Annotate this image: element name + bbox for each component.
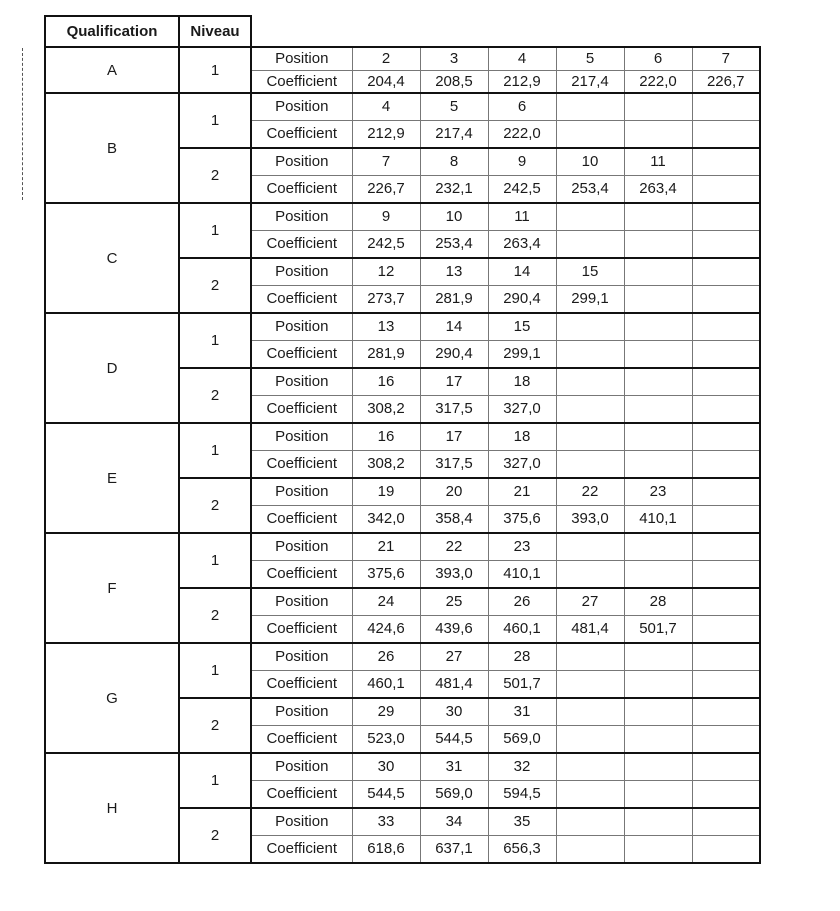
coefficient-value <box>692 615 760 643</box>
position-value <box>692 368 760 395</box>
coefficient-value: 281,9 <box>352 340 420 368</box>
coefficient-value: 460,1 <box>352 670 420 698</box>
coefficient-label: Coefficient <box>251 450 352 478</box>
coefficient-value: 290,4 <box>420 340 488 368</box>
position-value: 8 <box>420 148 488 175</box>
position-value: 13 <box>352 313 420 340</box>
position-value <box>692 203 760 230</box>
coefficient-value <box>556 560 624 588</box>
position-value: 5 <box>420 93 488 120</box>
coefficient-value: 424,6 <box>352 615 420 643</box>
qualification-cell: D <box>45 313 179 423</box>
position-value: 21 <box>488 478 556 505</box>
position-value <box>692 588 760 615</box>
coefficient-label: Coefficient <box>251 780 352 808</box>
position-value: 28 <box>488 643 556 670</box>
coefficient-table <box>44 15 761 864</box>
position-value: 19 <box>352 478 420 505</box>
coefficient-value: 299,1 <box>556 285 624 313</box>
position-value: 32 <box>488 753 556 780</box>
coefficient-label: Coefficient <box>251 835 352 863</box>
coefficient-value: 358,4 <box>420 505 488 533</box>
position-label: Position <box>251 47 352 70</box>
coefficient-value <box>692 670 760 698</box>
position-value: 15 <box>488 313 556 340</box>
position-label: Position <box>251 808 352 835</box>
coefficient-value <box>556 230 624 258</box>
coefficient-value: 217,4 <box>556 70 624 93</box>
position-value: 10 <box>556 148 624 175</box>
position-value <box>692 698 760 725</box>
position-value <box>692 533 760 560</box>
coefficient-value <box>692 835 760 863</box>
coefficient-value: 327,0 <box>488 450 556 478</box>
coefficient-label: Coefficient <box>251 340 352 368</box>
position-value: 12 <box>352 258 420 285</box>
position-row <box>45 533 760 560</box>
coefficient-value: 290,4 <box>488 285 556 313</box>
coefficient-value: 410,1 <box>624 505 692 533</box>
niveau-cell: 1 <box>179 423 251 478</box>
position-value: 14 <box>420 313 488 340</box>
coefficient-value: 317,5 <box>420 450 488 478</box>
coefficient-value <box>692 285 760 313</box>
position-value <box>624 258 692 285</box>
position-value <box>624 423 692 450</box>
position-value: 20 <box>420 478 488 505</box>
coefficient-label: Coefficient <box>251 395 352 423</box>
coefficient-value: 656,3 <box>488 835 556 863</box>
coefficient-label: Coefficient <box>251 725 352 753</box>
qualification-cell: F <box>45 533 179 643</box>
position-value: 28 <box>624 588 692 615</box>
coefficient-value: 242,5 <box>352 230 420 258</box>
position-value <box>624 533 692 560</box>
coefficient-value <box>556 450 624 478</box>
qualification-cell: G <box>45 643 179 753</box>
coefficient-value: 212,9 <box>488 70 556 93</box>
coefficient-value <box>556 120 624 148</box>
position-value: 25 <box>420 588 488 615</box>
coefficient-label: Coefficient <box>251 615 352 643</box>
position-value <box>692 148 760 175</box>
niveau-header: Niveau <box>179 16 251 47</box>
position-value: 7 <box>692 47 760 70</box>
coefficient-value <box>624 395 692 423</box>
position-value: 9 <box>352 203 420 230</box>
coefficient-value: 327,0 <box>488 395 556 423</box>
qualification-cell: B <box>45 93 179 203</box>
coefficient-value: 618,6 <box>352 835 420 863</box>
position-value: 27 <box>420 643 488 670</box>
coefficient-value: 222,0 <box>624 70 692 93</box>
coefficient-value <box>624 230 692 258</box>
coefficient-label: Coefficient <box>251 670 352 698</box>
position-value: 31 <box>488 698 556 725</box>
coefficient-label: Coefficient <box>251 120 352 148</box>
position-value <box>556 533 624 560</box>
niveau-cell: 1 <box>179 643 251 698</box>
position-value: 5 <box>556 47 624 70</box>
position-value: 26 <box>352 643 420 670</box>
position-value <box>624 643 692 670</box>
coefficient-value: 460,1 <box>488 615 556 643</box>
coefficient-value: 222,0 <box>488 120 556 148</box>
niveau-cell: 2 <box>179 258 251 313</box>
position-value: 22 <box>420 533 488 560</box>
position-value: 31 <box>420 753 488 780</box>
coefficient-value <box>556 670 624 698</box>
qualification-cell: E <box>45 423 179 533</box>
niveau-cell: 1 <box>179 313 251 368</box>
position-value <box>692 753 760 780</box>
position-value <box>692 313 760 340</box>
position-value <box>556 313 624 340</box>
coefficient-value <box>624 560 692 588</box>
coefficient-value: 439,6 <box>420 615 488 643</box>
position-value: 4 <box>352 93 420 120</box>
position-value <box>624 93 692 120</box>
coefficient-value <box>624 835 692 863</box>
position-value <box>556 643 624 670</box>
position-value: 18 <box>488 368 556 395</box>
position-value: 23 <box>624 478 692 505</box>
position-value: 14 <box>488 258 556 285</box>
position-value <box>624 753 692 780</box>
position-label: Position <box>251 478 352 505</box>
position-value <box>556 93 624 120</box>
position-value <box>624 203 692 230</box>
coefficient-value: 375,6 <box>352 560 420 588</box>
coefficient-value: 544,5 <box>352 780 420 808</box>
position-value <box>692 643 760 670</box>
coefficient-value: 204,4 <box>352 70 420 93</box>
position-value: 35 <box>488 808 556 835</box>
coefficient-value <box>692 395 760 423</box>
position-value: 7 <box>352 148 420 175</box>
header-spacer <box>251 16 760 47</box>
position-label: Position <box>251 258 352 285</box>
dashed-margin-marker <box>22 48 23 200</box>
position-label: Position <box>251 588 352 615</box>
niveau-cell: 1 <box>179 753 251 808</box>
coefficient-value: 208,5 <box>420 70 488 93</box>
position-value: 27 <box>556 588 624 615</box>
position-value: 11 <box>488 203 556 230</box>
position-value: 4 <box>488 47 556 70</box>
coefficient-value: 273,7 <box>352 285 420 313</box>
position-value: 17 <box>420 423 488 450</box>
coefficient-value: 253,4 <box>420 230 488 258</box>
position-value: 30 <box>352 753 420 780</box>
qualification-header: Qualification <box>45 16 179 47</box>
coefficient-value: 481,4 <box>420 670 488 698</box>
coefficient-value: 393,0 <box>420 560 488 588</box>
niveau-cell: 1 <box>179 533 251 588</box>
coefficient-value <box>692 505 760 533</box>
coefficient-value <box>556 835 624 863</box>
position-value: 2 <box>352 47 420 70</box>
coefficient-value <box>624 670 692 698</box>
header-row <box>45 16 760 47</box>
coefficient-value: 226,7 <box>692 70 760 93</box>
position-value <box>556 368 624 395</box>
position-value <box>556 203 624 230</box>
position-value: 13 <box>420 258 488 285</box>
position-label: Position <box>251 203 352 230</box>
position-value: 9 <box>488 148 556 175</box>
position-value: 16 <box>352 368 420 395</box>
position-row <box>45 93 760 120</box>
coefficient-value: 212,9 <box>352 120 420 148</box>
position-value: 22 <box>556 478 624 505</box>
niveau-cell: 1 <box>179 47 251 93</box>
coefficient-value: 299,1 <box>488 340 556 368</box>
position-value <box>556 423 624 450</box>
coefficient-value: 501,7 <box>488 670 556 698</box>
coefficient-value: 253,4 <box>556 175 624 203</box>
position-value: 29 <box>352 698 420 725</box>
coefficient-value <box>624 285 692 313</box>
position-value <box>624 313 692 340</box>
coefficient-label: Coefficient <box>251 230 352 258</box>
position-value <box>692 478 760 505</box>
niveau-cell: 2 <box>179 148 251 203</box>
coefficient-value <box>692 340 760 368</box>
coefficient-value: 375,6 <box>488 505 556 533</box>
niveau-cell: 2 <box>179 368 251 423</box>
position-label: Position <box>251 698 352 725</box>
coefficient-value: 263,4 <box>624 175 692 203</box>
coefficient-value <box>692 230 760 258</box>
position-value: 10 <box>420 203 488 230</box>
position-row <box>45 47 760 70</box>
position-value <box>692 258 760 285</box>
coefficient-value <box>692 725 760 753</box>
position-row <box>45 423 760 450</box>
coefficient-value: 481,4 <box>556 615 624 643</box>
coefficient-value <box>692 780 760 808</box>
position-value: 30 <box>420 698 488 725</box>
coefficient-value: 544,5 <box>420 725 488 753</box>
niveau-cell: 2 <box>179 698 251 753</box>
coefficient-value <box>624 450 692 478</box>
niveau-cell: 2 <box>179 588 251 643</box>
position-label: Position <box>251 93 352 120</box>
coefficient-value: 308,2 <box>352 450 420 478</box>
position-value: 26 <box>488 588 556 615</box>
niveau-cell: 1 <box>179 203 251 258</box>
coefficient-value: 232,1 <box>420 175 488 203</box>
coefficient-value: 242,5 <box>488 175 556 203</box>
coefficient-value: 393,0 <box>556 505 624 533</box>
position-value <box>556 698 624 725</box>
coefficient-value <box>624 725 692 753</box>
position-value <box>692 93 760 120</box>
position-value: 11 <box>624 148 692 175</box>
qualification-cell: A <box>45 47 179 93</box>
coefficient-value: 594,5 <box>488 780 556 808</box>
position-value <box>624 368 692 395</box>
coefficient-value <box>692 560 760 588</box>
coefficient-value <box>624 780 692 808</box>
qualification-cell: C <box>45 203 179 313</box>
coefficient-value: 569,0 <box>488 725 556 753</box>
coefficient-value <box>692 450 760 478</box>
position-label: Position <box>251 423 352 450</box>
coefficient-label: Coefficient <box>251 505 352 533</box>
coefficient-value: 523,0 <box>352 725 420 753</box>
coefficient-value: 501,7 <box>624 615 692 643</box>
qualification-cell: H <box>45 753 179 863</box>
coefficient-table-wrapper <box>44 15 761 864</box>
position-value: 18 <box>488 423 556 450</box>
coefficient-value: 342,0 <box>352 505 420 533</box>
coefficient-label: Coefficient <box>251 70 352 93</box>
position-value: 33 <box>352 808 420 835</box>
coefficient-value <box>624 340 692 368</box>
position-label: Position <box>251 148 352 175</box>
position-label: Position <box>251 643 352 670</box>
coefficient-value <box>692 175 760 203</box>
coefficient-value: 226,7 <box>352 175 420 203</box>
coefficient-value: 217,4 <box>420 120 488 148</box>
position-value: 16 <box>352 423 420 450</box>
niveau-cell: 2 <box>179 808 251 863</box>
position-row <box>45 313 760 340</box>
position-value: 3 <box>420 47 488 70</box>
coefficient-label: Coefficient <box>251 560 352 588</box>
position-value <box>692 808 760 835</box>
position-label: Position <box>251 368 352 395</box>
coefficient-value <box>624 120 692 148</box>
position-row <box>45 643 760 670</box>
coefficient-value <box>556 395 624 423</box>
coefficient-value <box>556 725 624 753</box>
position-value <box>624 808 692 835</box>
position-row <box>45 203 760 230</box>
position-row <box>45 753 760 780</box>
position-label: Position <box>251 533 352 560</box>
coefficient-value: 308,2 <box>352 395 420 423</box>
niveau-cell: 2 <box>179 478 251 533</box>
coefficient-value <box>556 780 624 808</box>
coefficient-value: 281,9 <box>420 285 488 313</box>
position-value: 34 <box>420 808 488 835</box>
coefficient-value: 637,1 <box>420 835 488 863</box>
coefficient-value <box>556 340 624 368</box>
coefficient-label: Coefficient <box>251 175 352 203</box>
position-value <box>692 423 760 450</box>
position-value: 6 <box>488 93 556 120</box>
position-value: 17 <box>420 368 488 395</box>
coefficient-value: 317,5 <box>420 395 488 423</box>
coefficient-label: Coefficient <box>251 285 352 313</box>
position-value: 24 <box>352 588 420 615</box>
position-value: 15 <box>556 258 624 285</box>
position-label: Position <box>251 313 352 340</box>
position-value: 23 <box>488 533 556 560</box>
position-value: 21 <box>352 533 420 560</box>
position-value: 6 <box>624 47 692 70</box>
coefficient-value: 410,1 <box>488 560 556 588</box>
position-label: Position <box>251 753 352 780</box>
coefficient-value: 569,0 <box>420 780 488 808</box>
coefficient-value <box>692 120 760 148</box>
coefficient-value: 263,4 <box>488 230 556 258</box>
position-value <box>556 808 624 835</box>
position-value <box>556 753 624 780</box>
position-value <box>624 698 692 725</box>
niveau-cell: 1 <box>179 93 251 148</box>
